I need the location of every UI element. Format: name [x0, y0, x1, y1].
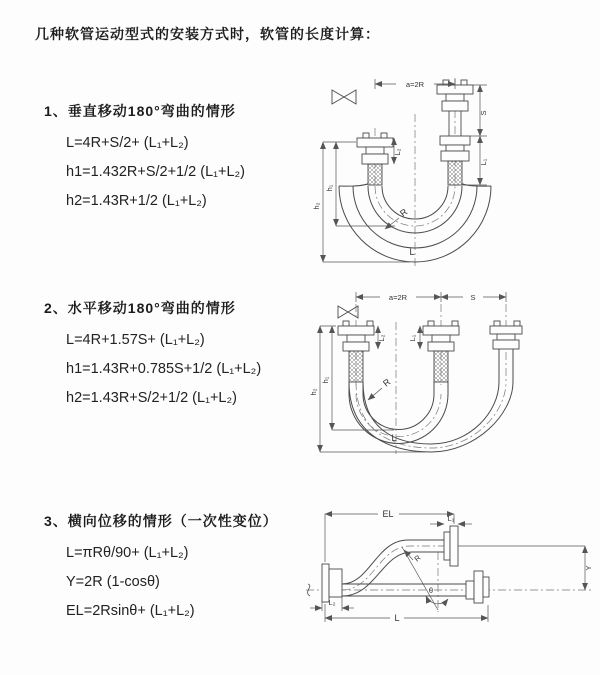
- dim-label-h2: h₂: [309, 388, 318, 396]
- dim-label-h2: h₂: [312, 202, 321, 210]
- dim-label-l2: L₂: [393, 148, 402, 156]
- formula-length: L=πRθ/90+ (L₁+L₂): [66, 545, 189, 561]
- formula-length: L=4R+S/2+ (L₁+L₂): [66, 135, 189, 151]
- dimension-el: [325, 509, 454, 562]
- radius-callout: [368, 376, 393, 400]
- formula-el: EL=2Rsinθ+ (L₁+L₂): [66, 603, 195, 619]
- dimension-l2: [310, 597, 354, 611]
- left-flange-fitting: [338, 321, 374, 382]
- formula-y: Y=2R (1-cosθ): [66, 574, 160, 590]
- section-2: [35, 298, 315, 413]
- hose-u-curves: [349, 349, 513, 452]
- dim-label-r: R: [398, 206, 410, 219]
- dim-label-s: S: [470, 293, 476, 302]
- section-2-heading: 2、水平移动180°弯曲的情形: [44, 300, 236, 316]
- dim-label-el: EL: [382, 509, 394, 519]
- valve-icon: [332, 90, 356, 104]
- dim-label-h1: h₁: [321, 376, 330, 384]
- hose-braid: [368, 164, 382, 185]
- formula-h1: h1=1.43R+0.785S+1/2 (L₁+L₂): [66, 361, 262, 377]
- dimension-h2: [312, 142, 410, 262]
- dim-label-theta: θ: [428, 586, 434, 595]
- left-flange-fitting: [357, 133, 393, 185]
- upper-flange-fitting: [444, 526, 458, 566]
- formula-h1: h1=1.432R+S/2+1/2 (L₁+L₂): [66, 164, 246, 180]
- right-flange-fitting: [466, 571, 489, 603]
- dimension-l1: [430, 514, 472, 524]
- section-3: [35, 511, 315, 626]
- diagram-horizontal-180-bend: [308, 282, 600, 462]
- hose-braid: [349, 351, 363, 382]
- page-title: 几种软管运动型式的安装方式时，软管的长度计算：: [35, 26, 380, 42]
- dim-label-s: S: [479, 110, 488, 116]
- section-1-heading: 1、垂直移动180°弯曲的情形: [44, 103, 236, 119]
- angle-construction: [402, 547, 448, 610]
- dimension-l: [325, 604, 488, 623]
- dim-label-l: L: [391, 433, 397, 443]
- diagram-vertical-180-bend: [310, 68, 600, 268]
- dim-label-l1: L₁: [447, 514, 455, 523]
- valve-icon: [338, 306, 358, 318]
- dim-label-l2: L₂: [328, 598, 336, 607]
- formula-length: L=4R+1.57S+ (L₁+L₂): [66, 332, 205, 348]
- dim-label-h1: h₁: [325, 184, 334, 192]
- dim-label-r: R: [381, 376, 393, 389]
- dim-label-a2r: a=2R: [388, 293, 408, 302]
- hose-braid: [434, 351, 448, 382]
- diagram-lateral-displacement: [298, 500, 600, 655]
- dimension-s: [441, 293, 506, 302]
- dim-label-l1: L₁: [408, 334, 417, 342]
- left-flange-fitting: [322, 564, 342, 602]
- section-1: [35, 101, 315, 216]
- dim-label-r: R: [412, 553, 423, 564]
- dim-label-y: Y: [584, 565, 593, 571]
- middle-flange-fitting: [423, 321, 459, 382]
- dimension-l2: [377, 326, 386, 349]
- dim-label-l1: L₁: [479, 158, 488, 166]
- formula-h2: h2=1.43R+1/2 (L₁+L₂): [66, 193, 207, 209]
- section-3-heading: 3、横向位移的情形（一次性变位）: [44, 513, 278, 529]
- dim-label-a2r: a=2R: [405, 80, 425, 89]
- dim-label-l2: L₂: [377, 334, 386, 342]
- dimension-l2: [393, 138, 402, 164]
- dim-label-l: L: [409, 247, 415, 257]
- formula-h2: h2=1.43R+S/2+1/2 (L₁+L₂): [66, 390, 237, 406]
- dim-label-l: L: [394, 613, 400, 623]
- hose-braid: [448, 161, 462, 185]
- dimension-l1: [408, 326, 420, 349]
